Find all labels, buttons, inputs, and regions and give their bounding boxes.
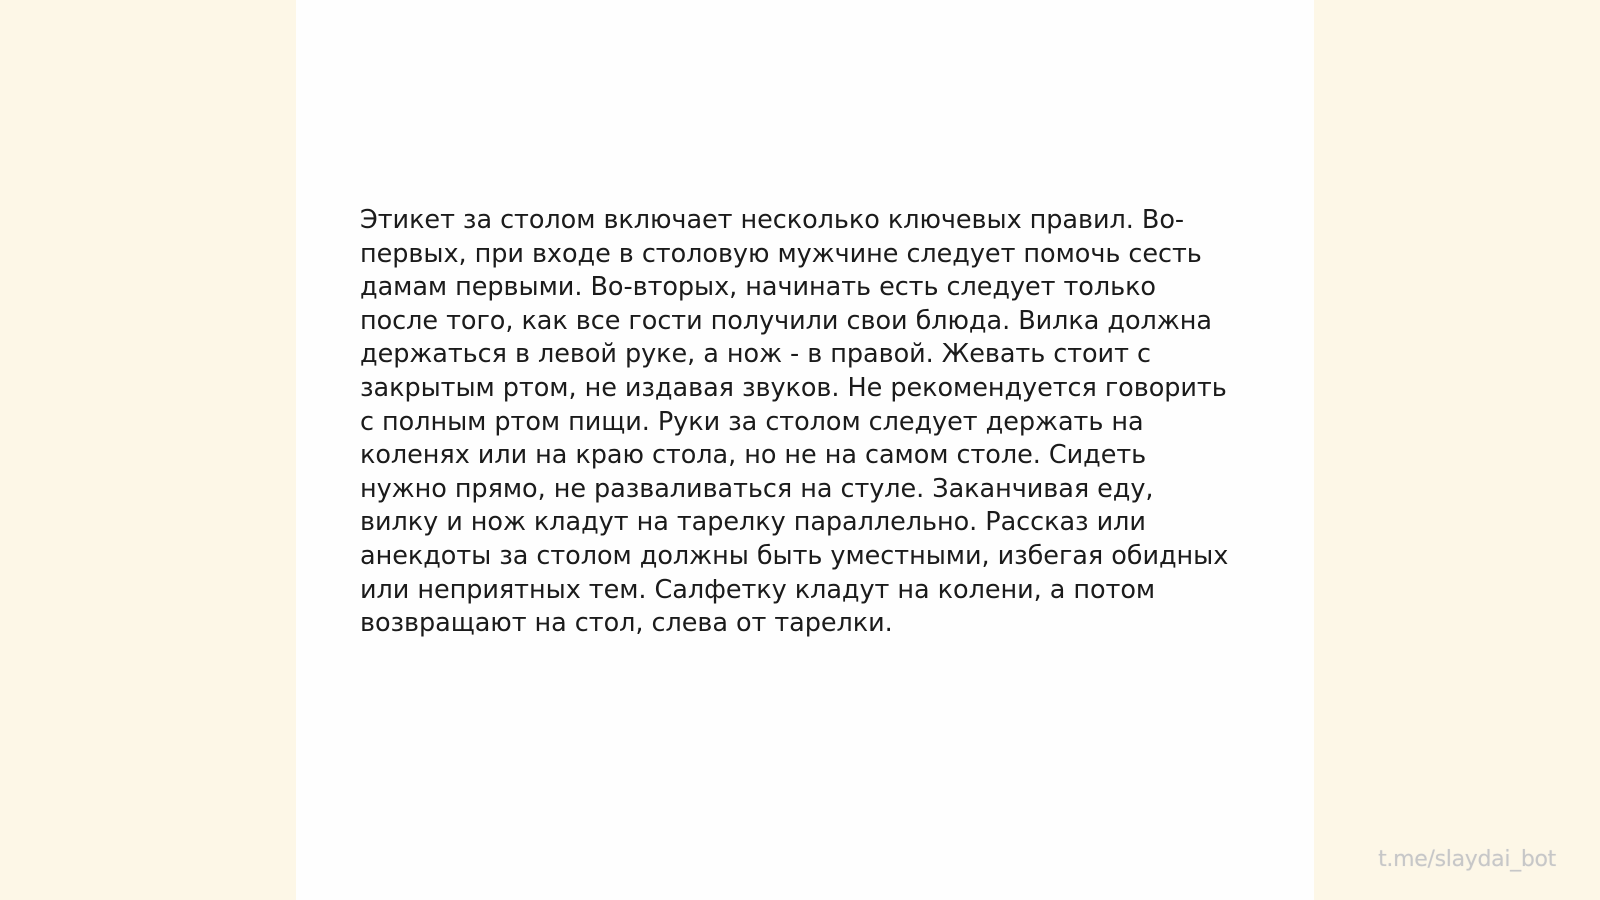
right-side-panel — [1314, 0, 1600, 900]
slide-body-text: Этикет за столом включает несколько ключевых правил. Во- первых, при входе в столовую мужчине следует помочь сесть дамам первыми. Во-вторых, начинать есть следует только после того, как все гости получили свои блюда. Вилка должна держаться в левой руке, а нож - в правой. Жевать стоит с закрытым ртом, не издавая звуков. Не рекомендуется говорить с полным ртом пищи. Руки за столом следует держать на коленях или на краю стола, но не на самом столе. Сидеть нужно прямо, не разваливаться на стуле. Заканчивая еду, вилку и нож кладут на тарелку параллельно. Рассказ или анекдоты за столом должны быть уместными, избегая обидных или неприятных тем. Салфетку кладут на колени, а потом возвращают на стол, слева от тарелки. — [360, 205, 1229, 639]
left-side-panel — [0, 0, 296, 900]
slide — [296, 0, 1314, 900]
watermark-text: t.me/slaydai_bot — [1378, 847, 1556, 872]
